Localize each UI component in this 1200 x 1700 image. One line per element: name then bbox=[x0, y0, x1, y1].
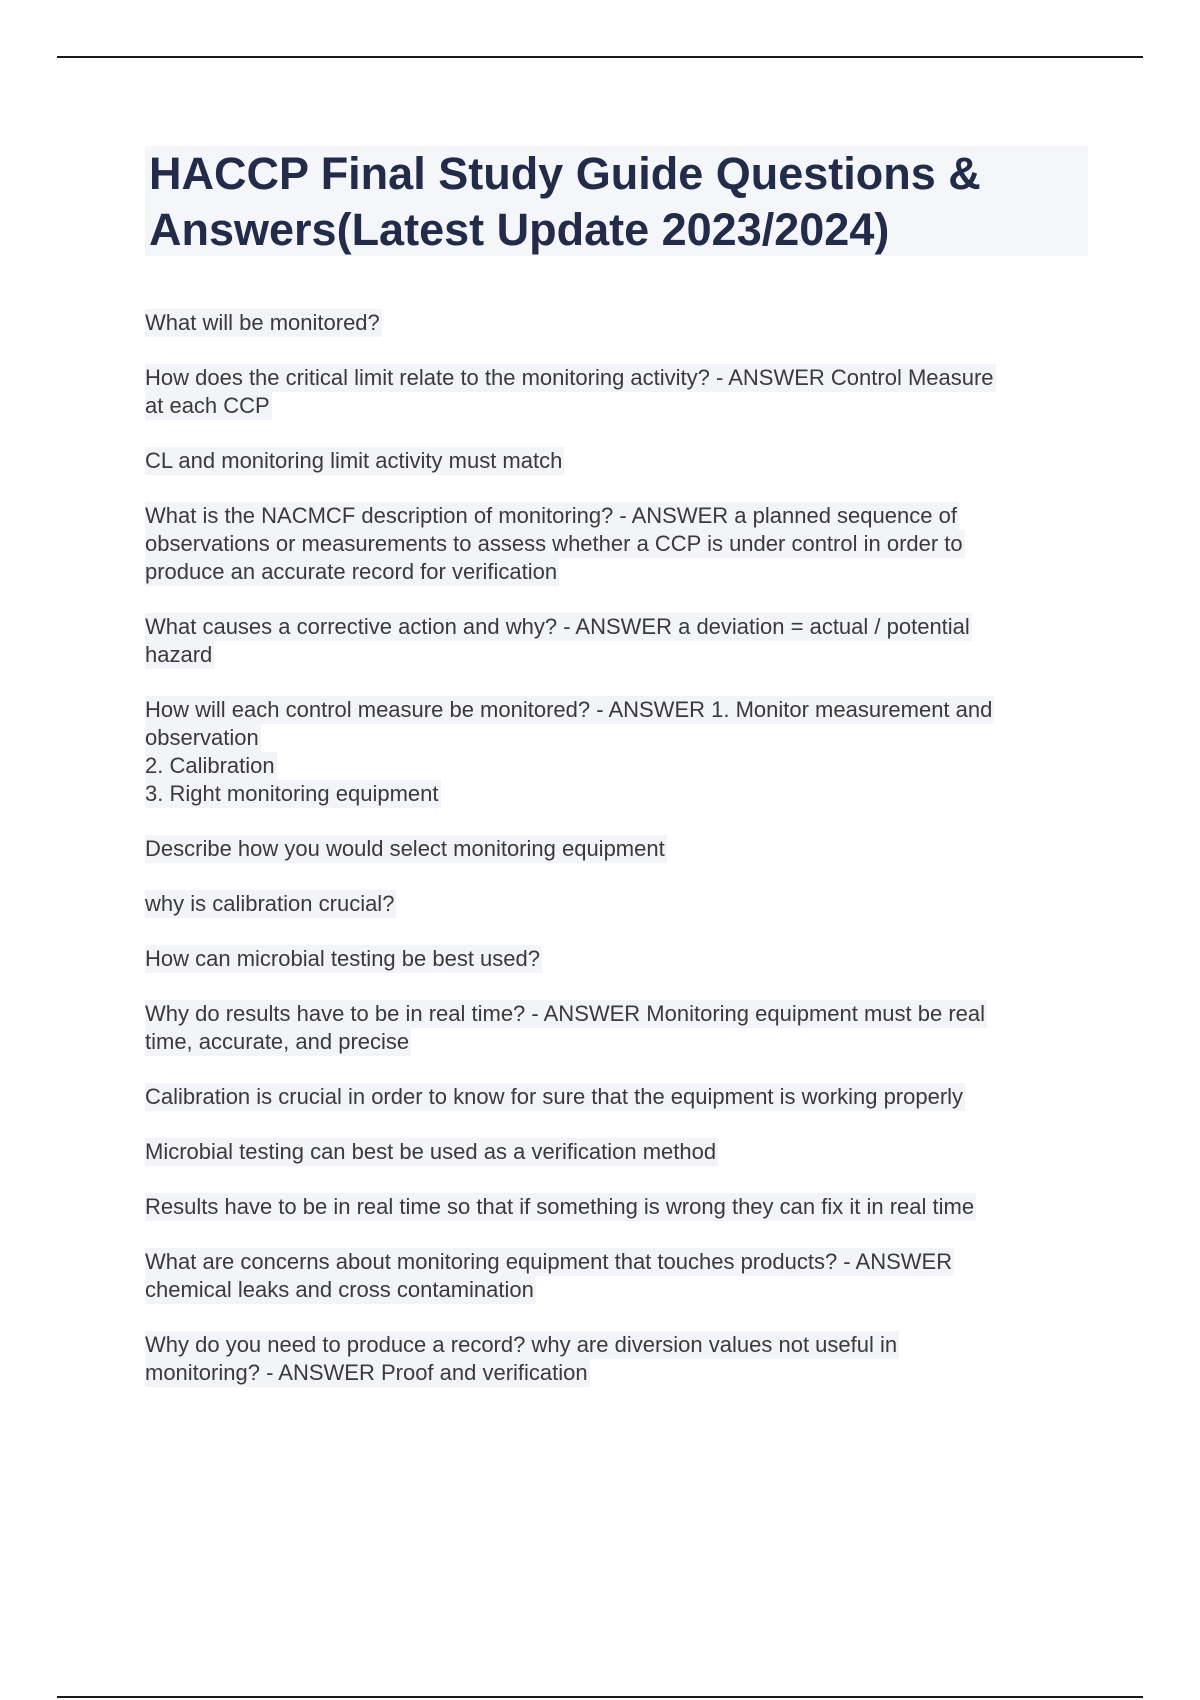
paragraph-line: How will each control measure be monitored? - ANSWER 1. Monitor measurement and bbox=[145, 697, 993, 722]
paragraph-line: chemical leaks and cross contamination bbox=[145, 1277, 534, 1302]
qa-paragraph bbox=[145, 1193, 1095, 1221]
paragraph-line: Results have to be in real time so that if something is wrong they can fix it in real time bbox=[145, 1194, 975, 1219]
paragraph-line: 2. Calibration bbox=[145, 753, 275, 778]
qa-paragraph bbox=[145, 1248, 1095, 1304]
qa-paragraph bbox=[145, 613, 1095, 669]
paragraph-line: hazard bbox=[145, 642, 213, 667]
top-rule bbox=[57, 56, 1143, 58]
paragraph-line: Why do you need to produce a record? why are diversion values not useful in bbox=[145, 1332, 898, 1357]
paragraph-line: Microbial testing can best be used as a verification method bbox=[145, 1139, 717, 1164]
qa-paragraph bbox=[145, 890, 1095, 918]
paragraph-line: What will be monitored? bbox=[145, 310, 380, 335]
paragraph-line: observations or measurements to assess whether a CCP is under control in order to bbox=[145, 531, 963, 556]
paragraph-line: Calibration is crucial in order to know for sure that the equipment is working properly bbox=[145, 1084, 964, 1109]
qa-paragraph bbox=[145, 1138, 1095, 1166]
paragraph-line: Describe how you would select monitoring equipment bbox=[145, 836, 665, 861]
paragraph-line: 3. Right monitoring equipment bbox=[145, 781, 439, 806]
paragraph-line: produce an accurate record for verification bbox=[145, 559, 558, 584]
qa-paragraph bbox=[145, 1331, 1095, 1387]
qa-paragraph bbox=[145, 309, 1095, 337]
paragraph-line: observation bbox=[145, 725, 259, 750]
paragraph-line: How can microbial testing be best used? bbox=[145, 946, 540, 971]
paragraph-line: What are concerns about monitoring equipment that touches products? - ANSWER bbox=[145, 1249, 953, 1274]
qa-paragraph bbox=[145, 1000, 1095, 1056]
title-line: Answers(Latest Update 2023/2024) bbox=[149, 204, 890, 255]
paragraph-line: What is the NACMCF description of monitoring? - ANSWER a planned sequence of bbox=[145, 503, 957, 528]
title-line: HACCP Final Study Guide Questions & bbox=[149, 148, 981, 199]
document-title bbox=[149, 146, 1084, 258]
qa-paragraph bbox=[145, 447, 1095, 475]
paragraph-line: Why do results have to be in real time? - ANSWER Monitoring equipment must be real bbox=[145, 1001, 986, 1026]
paragraph-line: CL and monitoring limit activity must match bbox=[145, 448, 563, 473]
paragraph-line: What causes a corrective action and why? - ANSWER a deviation = actual / potential bbox=[145, 614, 970, 639]
paragraph-line: why is calibration crucial? bbox=[145, 891, 395, 916]
paragraph-line: monitoring? - ANSWER Proof and verification bbox=[145, 1360, 588, 1385]
qa-paragraph bbox=[145, 696, 1095, 808]
paragraph-line: How does the critical limit relate to the monitoring activity? - ANSWER Control Measure bbox=[145, 365, 994, 390]
paragraph-line: at each CCP bbox=[145, 393, 270, 418]
paragraph-line: time, accurate, and precise bbox=[145, 1029, 410, 1054]
document-body bbox=[145, 309, 1095, 1414]
qa-paragraph bbox=[145, 945, 1095, 973]
qa-paragraph bbox=[145, 364, 1095, 420]
bottom-rule bbox=[57, 1696, 1143, 1698]
qa-paragraph bbox=[145, 502, 1095, 586]
qa-paragraph bbox=[145, 1083, 1095, 1111]
title-block bbox=[145, 146, 1088, 256]
qa-paragraph bbox=[145, 835, 1095, 863]
